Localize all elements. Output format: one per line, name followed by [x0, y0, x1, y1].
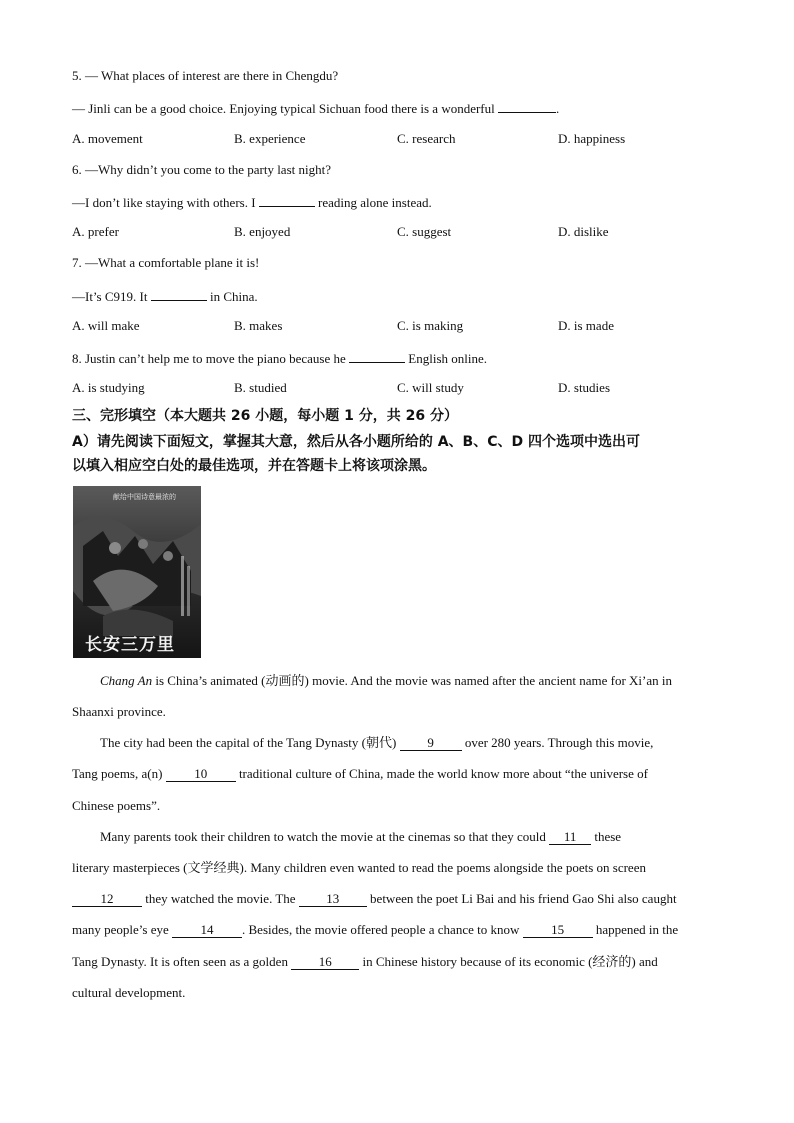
- option-7d: D. is made: [558, 318, 614, 333]
- blank-16: 16: [291, 954, 359, 970]
- option-7c: C. is making: [397, 318, 464, 333]
- option-8b: B. studied: [234, 380, 287, 395]
- option-5d: D. happiness: [558, 131, 626, 146]
- blank-15: 15: [523, 922, 593, 938]
- movie-poster-image: [73, 486, 201, 658]
- passage-p3-line1: Many parents took their children to watch the movie at the cinemas so that they could 11 these: [100, 829, 622, 844]
- passage-p2-line2: Tang poems, a(n) 10 traditional culture of China, made the world know more about “the universe of: [72, 766, 648, 781]
- option-5c: C. research: [397, 131, 456, 146]
- blank-12: 12: [72, 891, 142, 907]
- question-5: 5. — What places of interest are there in Chengdu?: [72, 68, 339, 83]
- poster-title-text: 长安三万里: [85, 635, 175, 655]
- section-title: 三、完形填空（本大题共 26 小题，每小题 1 分，共 26 分）: [72, 408, 458, 424]
- question-5-answer: — Jinli can be a good choice. Enjoying typical Sichuan food there is a wonderful .: [72, 98, 559, 118]
- option-6b: B. enjoyed: [234, 224, 291, 239]
- blank-13: 13: [299, 891, 367, 907]
- blank-11: 11: [549, 829, 591, 845]
- question-6-answer: —I don’t like staying with others. I reading alone instead.: [72, 192, 432, 212]
- answer-blank: [498, 98, 556, 113]
- option-6c: C. suggest: [397, 224, 452, 239]
- section-instructions-line1: A）请先阅读下面短文，掌握其大意，然后从各小题所给的 A、B、C、D 四个选项中选出可: [72, 434, 640, 450]
- answer-blank: [349, 348, 405, 363]
- option-6d: D. dislike: [558, 224, 609, 239]
- option-7a: A. will make: [72, 318, 140, 333]
- option-6a: A. prefer: [72, 224, 119, 239]
- blank-14: 14: [172, 922, 242, 938]
- poster-top-text: 献给中国诗意最浓的: [113, 493, 176, 501]
- passage-p2-line3: Chinese poems”.: [72, 798, 161, 813]
- passage-p3-line4: many people’s eye 14 . Besides, the movie offered people a chance to know 15 happened in the: [72, 922, 679, 937]
- option-7b: B. makes: [234, 318, 283, 333]
- option-5a: A. movement: [72, 131, 143, 146]
- passage-p1-line2: Shaanxi province.: [72, 704, 166, 719]
- blank-10: 10: [166, 766, 236, 782]
- passage-p3-line2: literary masterpieces (文学经典). Many children even wanted to read the poems alongside the poets on screen: [72, 860, 646, 875]
- passage-p3-line6: cultural development.: [72, 985, 186, 1000]
- question-8: 8. Justin can’t help me to move the piano because he English online.: [72, 348, 487, 368]
- answer-blank: [259, 192, 315, 207]
- blank-9: 9: [400, 735, 462, 751]
- passage-p1-line1: Chang An is China’s animated (动画的) movie. And the movie was named after the ancient name for Xi’an in: [100, 673, 672, 688]
- option-8c: C. will study: [397, 380, 464, 395]
- passage-p3-line5: Tang Dynasty. It is often seen as a golden 16 in Chinese history because of its economic (经济的) and: [72, 954, 658, 969]
- section-instructions-line2: 以填入相应空白处的最佳选项，并在答题卡上将该项涂黑。: [72, 458, 436, 474]
- option-8a: A. is studying: [72, 380, 145, 395]
- option-8d: D. studies: [558, 380, 610, 395]
- passage-p2-line1: The city had been the capital of the Tang Dynasty (朝代) 9 over 280 years. Through this movie,: [100, 735, 654, 750]
- passage-p3-line3: 12 they watched the movie. The 13 between the poet Li Bai and his friend Gao Shi also caught: [72, 890, 722, 908]
- question-7-answer: —It’s C919. It in China.: [72, 286, 258, 306]
- question-7: 7. —What a comfortable plane it is!: [72, 255, 260, 270]
- question-6: 6. —Why didn’t you come to the party last night?: [72, 162, 331, 177]
- answer-blank: [151, 286, 207, 301]
- option-5b: B. experience: [234, 131, 306, 146]
